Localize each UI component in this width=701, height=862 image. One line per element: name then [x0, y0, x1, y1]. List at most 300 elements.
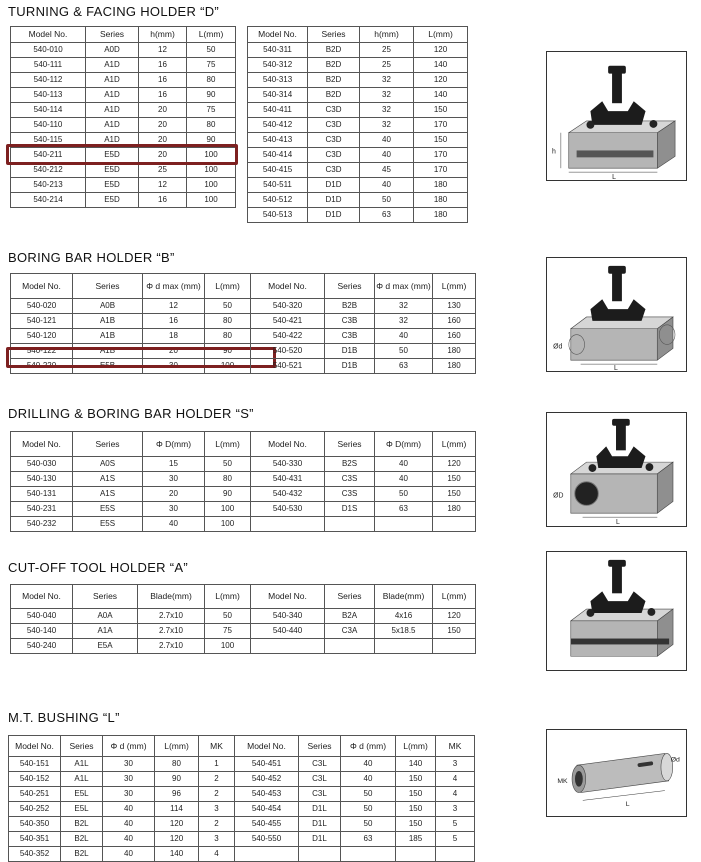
boring-table-right [250, 273, 476, 374]
table-cell: B2D [308, 88, 360, 103]
table-cell: 5x18.5 [375, 624, 433, 639]
table-cell: 3 [436, 802, 475, 817]
table-cell: 32 [360, 88, 414, 103]
table-cell: A1S [73, 472, 143, 487]
table-cell: A0B [73, 299, 143, 314]
table-cell: 5 [436, 832, 475, 847]
table-cell: B2S [325, 457, 375, 472]
table-cell: 16 [139, 88, 187, 103]
table-row [235, 757, 475, 772]
table-cell: A1D [86, 88, 139, 103]
table-row [248, 103, 468, 118]
table-cell: 63 [341, 832, 396, 847]
table-cell: 40 [360, 178, 414, 193]
table-cell: 90 [155, 772, 199, 787]
table-cell: E5S [73, 517, 143, 532]
column-header: Model No. [251, 432, 325, 457]
table-cell: 50 [341, 802, 396, 817]
table-cell: 540-152 [9, 772, 61, 787]
table-cell: B2D [308, 73, 360, 88]
table-cell: 40 [103, 832, 155, 847]
column-header: Series [325, 274, 375, 299]
table-cell: 16 [139, 58, 187, 73]
table-cell: C3B [325, 329, 375, 344]
column-header: L(mm) [433, 585, 476, 609]
table-cell: A1D [86, 118, 139, 133]
table-cell: 180 [414, 193, 468, 208]
bushing-table-right [234, 735, 475, 862]
table-cell: 540-452 [235, 772, 299, 787]
table-row [11, 472, 251, 487]
table-cell: 170 [414, 148, 468, 163]
table-cell: B2L [61, 847, 103, 862]
table-cell: 30 [103, 772, 155, 787]
table-cell: A1S [73, 487, 143, 502]
column-header: Series [73, 432, 143, 457]
table-row [235, 787, 475, 802]
table-cell: 540-231 [11, 502, 73, 517]
column-header: L(mm) [414, 27, 468, 43]
table-cell: 120 [155, 832, 199, 847]
table-cell: 130 [433, 299, 476, 314]
table-row [11, 329, 251, 344]
table-cell: 2.7x10 [138, 639, 205, 654]
column-header: Model No. [11, 585, 73, 609]
table-row [11, 487, 251, 502]
table-cell: 540-431 [251, 472, 325, 487]
table-cell: 120 [433, 457, 476, 472]
table-cell: 63 [375, 359, 433, 374]
table-cell: 540-453 [235, 787, 299, 802]
table-cell: 540-020 [11, 299, 73, 314]
table-cell: A1L [61, 772, 103, 787]
table-cell: 25 [139, 163, 187, 178]
table-cell: 90 [187, 88, 236, 103]
table-cell: C3B [325, 314, 375, 329]
table-cell: C3A [325, 624, 375, 639]
column-header: Model No. [248, 27, 308, 43]
table-cell: C3D [308, 163, 360, 178]
table-cell: E5D [86, 163, 139, 178]
table-cell: 40 [103, 802, 155, 817]
table-cell: 63 [360, 208, 414, 223]
table-cell: D1D [308, 178, 360, 193]
table-cell: 150 [396, 817, 436, 832]
table-cell: E5L [61, 787, 103, 802]
table-cell: 75 [187, 58, 236, 73]
table-cell: C3L [299, 787, 341, 802]
cutoff-table-right [250, 584, 476, 654]
bushing-photo [546, 729, 687, 817]
table-cell: A1D [86, 133, 139, 148]
table-cell: 160 [433, 329, 476, 344]
table-cell: A1B [73, 344, 143, 359]
column-header: Model No. [11, 432, 73, 457]
table-cell: 540-312 [248, 58, 308, 73]
table-row [9, 817, 235, 832]
table-cell: 540-252 [9, 802, 61, 817]
table-cell: 2.7x10 [138, 609, 205, 624]
table-cell: C3S [325, 487, 375, 502]
table-cell: 540-110 [11, 118, 86, 133]
table-row [235, 832, 475, 847]
table-cell: 50 [375, 344, 433, 359]
table-cell: 540-413 [248, 133, 308, 148]
table-cell: B2A [325, 609, 375, 624]
table-row [235, 817, 475, 832]
table-cell: 30 [103, 757, 155, 772]
turning-dim-l: L [612, 174, 616, 180]
table-row [251, 609, 476, 624]
column-header: Model No. [11, 27, 86, 43]
table-cell: 540-311 [248, 43, 308, 58]
table-cell: 540-113 [11, 88, 86, 103]
table-row [248, 118, 468, 133]
table-row [251, 329, 476, 344]
table-cell: D1L [299, 817, 341, 832]
table-cell: D1L [299, 802, 341, 817]
table-cell [251, 639, 325, 654]
column-header: Φ D(mm) [143, 432, 205, 457]
table-cell: 540-151 [9, 757, 61, 772]
table-cell: E5A [73, 639, 138, 654]
table-cell [375, 517, 433, 532]
table-cell: E5L [61, 802, 103, 817]
table-row [235, 802, 475, 817]
table-cell: 40 [360, 133, 414, 148]
table-cell: 170 [414, 118, 468, 133]
table-cell: 540-520 [251, 344, 325, 359]
bushing-dim-mk: MK [557, 777, 568, 785]
table-cell: 40 [375, 329, 433, 344]
table-cell: 540-211 [11, 148, 86, 163]
table-row [248, 193, 468, 208]
table-row [248, 163, 468, 178]
table-cell: 50 [205, 299, 251, 314]
table-row [251, 472, 476, 487]
column-header: Series [61, 736, 103, 757]
table-row [11, 299, 251, 314]
table-cell: 540-455 [235, 817, 299, 832]
column-header: L(mm) [205, 585, 251, 609]
table-cell: 540-040 [11, 609, 73, 624]
table-cell: A1D [86, 58, 139, 73]
table-cell: D1L [299, 832, 341, 847]
table-cell: 32 [360, 73, 414, 88]
table-cell: 20 [143, 344, 205, 359]
table-cell: 540-121 [11, 314, 73, 329]
table-cell: 150 [396, 787, 436, 802]
table-cell: 540-120 [11, 329, 73, 344]
table-cell: 540-411 [248, 103, 308, 118]
turning-table-right [247, 26, 468, 223]
table-cell [299, 847, 341, 862]
table-cell: 15 [143, 457, 205, 472]
boring-holder-photo [546, 257, 687, 372]
table-cell: 2 [199, 817, 235, 832]
table-cell: B2B [325, 299, 375, 314]
highlight-540-211 [6, 144, 238, 165]
table-cell: 540-440 [251, 624, 325, 639]
table-row [248, 73, 468, 88]
table-cell: 50 [341, 817, 396, 832]
column-header: Φ D(mm) [375, 432, 433, 457]
table-cell: A1D [86, 103, 139, 118]
table-cell: 3 [436, 757, 475, 772]
table-cell: 140 [414, 58, 468, 73]
table-cell: B2L [61, 832, 103, 847]
table-cell: C3L [299, 757, 341, 772]
table-cell: 114 [155, 802, 199, 817]
table-cell: 180 [433, 502, 476, 517]
table-cell: 100 [187, 163, 236, 178]
table-cell: E5S [73, 502, 143, 517]
table-cell: 540-454 [235, 802, 299, 817]
table-row [11, 178, 236, 193]
drilling-dim-l: L [616, 519, 620, 526]
table-cell: 540-530 [251, 502, 325, 517]
column-header: Series [73, 274, 143, 299]
table-cell: 150 [396, 772, 436, 787]
column-header: Series [325, 432, 375, 457]
table-cell: D1B [325, 359, 375, 374]
table-cell: 20 [139, 133, 187, 148]
table-cell: E5D [86, 178, 139, 193]
table-cell: 30 [143, 472, 205, 487]
table-row [235, 847, 475, 862]
table-cell: A1B [73, 329, 143, 344]
table-cell: 20 [143, 487, 205, 502]
column-header: L(mm) [205, 432, 251, 457]
column-header: Series [86, 27, 139, 43]
table-row [9, 802, 235, 817]
table-cell: 150 [396, 802, 436, 817]
bushing-dim-l: L [625, 801, 630, 809]
table-cell: 12 [139, 43, 187, 58]
table-cell: 20 [139, 103, 187, 118]
table-cell [396, 847, 436, 862]
table-cell: 32 [375, 314, 433, 329]
table-row [9, 847, 235, 862]
table-cell: 100 [205, 359, 251, 374]
column-header: Φ d max (mm) [375, 274, 433, 299]
table-row [11, 118, 236, 133]
table-cell: 80 [205, 329, 251, 344]
table-row [11, 58, 236, 73]
table-cell: 75 [187, 103, 236, 118]
table-cell: 50 [205, 457, 251, 472]
table-cell: 540-513 [248, 208, 308, 223]
table-cell: 120 [414, 73, 468, 88]
table-cell: 540-232 [11, 517, 73, 532]
table-cell: 32 [375, 299, 433, 314]
table-row [9, 757, 235, 772]
column-header: L(mm) [155, 736, 199, 757]
table-row [11, 502, 251, 517]
table-row [235, 772, 475, 787]
table-cell: 540-415 [248, 163, 308, 178]
table-cell: 180 [414, 208, 468, 223]
table-row [251, 639, 476, 654]
highlight-540-220 [6, 347, 276, 368]
table-cell: 50 [375, 487, 433, 502]
table-cell: 540-511 [248, 178, 308, 193]
column-header: Model No. [9, 736, 61, 757]
cutoff-holder-photo [546, 551, 687, 671]
drilling-table-left [10, 431, 251, 532]
table-cell: 100 [187, 178, 236, 193]
table-cell: 540-421 [251, 314, 325, 329]
column-header: Blade(mm) [375, 585, 433, 609]
table-cell: C3L [299, 772, 341, 787]
table-row [248, 88, 468, 103]
table-cell: 50 [360, 193, 414, 208]
table-row [11, 193, 236, 208]
table-cell [235, 847, 299, 862]
table-cell: 16 [139, 73, 187, 88]
table-cell: 3 [199, 832, 235, 847]
column-header: Series [73, 585, 138, 609]
table-cell: 140 [396, 757, 436, 772]
table-row [248, 178, 468, 193]
table-cell: A1B [73, 314, 143, 329]
table-cell: 100 [187, 148, 236, 163]
table-cell [433, 639, 476, 654]
table-row [11, 314, 251, 329]
table-cell: 4 [199, 847, 235, 862]
column-header: Φ d (mm) [341, 736, 396, 757]
table-cell: 540-330 [251, 457, 325, 472]
table-cell: 90 [187, 133, 236, 148]
table-row [248, 208, 468, 223]
table-cell: 170 [414, 163, 468, 178]
cutoff-holder-title: CUT-OFF TOOL HOLDER “A” [8, 560, 189, 575]
table-cell: 30 [143, 502, 205, 517]
table-cell: C3D [308, 133, 360, 148]
table-cell: 540-313 [248, 73, 308, 88]
table-cell: 80 [155, 757, 199, 772]
table-row [9, 787, 235, 802]
column-header: h(mm) [139, 27, 187, 43]
column-header: L(mm) [187, 27, 236, 43]
table-cell: 120 [414, 43, 468, 58]
boring-holder-title: BORING BAR HOLDER “B” [8, 250, 175, 265]
table-row [248, 58, 468, 73]
turning-dim-h: h [552, 148, 556, 156]
table-cell: 540-114 [11, 103, 86, 118]
table-cell: A0D [86, 43, 139, 58]
column-header: Model No. [11, 274, 73, 299]
table-cell: 18 [143, 329, 205, 344]
table-cell: 540-251 [9, 787, 61, 802]
table-cell: C3D [308, 148, 360, 163]
table-row [11, 609, 251, 624]
column-header: Model No. [251, 585, 325, 609]
table-cell: 40 [375, 457, 433, 472]
table-row [11, 43, 236, 58]
table-cell: 150 [433, 472, 476, 487]
table-cell: 540-414 [248, 148, 308, 163]
table-cell: 40 [143, 517, 205, 532]
table-cell: 540-030 [11, 457, 73, 472]
table-cell: 540-432 [251, 487, 325, 502]
column-header: L(mm) [396, 736, 436, 757]
table-cell [375, 639, 433, 654]
table-cell: 40 [360, 148, 414, 163]
table-cell: 90 [205, 344, 251, 359]
table-cell: 30 [103, 787, 155, 802]
table-cell: 540-112 [11, 73, 86, 88]
table-cell [251, 517, 325, 532]
table-cell: C3D [308, 118, 360, 133]
table-cell: 25 [360, 43, 414, 58]
table-cell: 80 [187, 118, 236, 133]
column-header: Φ d (mm) [103, 736, 155, 757]
table-cell: 90 [205, 487, 251, 502]
table-cell: 40 [103, 817, 155, 832]
table-cell: 3 [199, 802, 235, 817]
table-cell: D1S [325, 502, 375, 517]
table-row [248, 43, 468, 58]
table-cell: C3S [325, 472, 375, 487]
table-cell: 540-314 [248, 88, 308, 103]
table-cell: 100 [187, 193, 236, 208]
table-cell: 40 [341, 772, 396, 787]
table-row [9, 832, 235, 847]
table-cell: 80 [205, 314, 251, 329]
table-cell: 2 [199, 787, 235, 802]
table-row [11, 639, 251, 654]
table-cell: 12 [143, 299, 205, 314]
table-cell: 12 [139, 178, 187, 193]
table-cell: C3D [308, 103, 360, 118]
table-cell: A0S [73, 457, 143, 472]
table-cell: E5B [73, 359, 143, 374]
table-row [251, 314, 476, 329]
table-cell [325, 639, 375, 654]
table-cell: 100 [205, 639, 251, 654]
table-cell: 40 [341, 757, 396, 772]
table-cell: 4 [436, 772, 475, 787]
drilling-table-right [250, 431, 476, 532]
table-cell: D1D [308, 208, 360, 223]
table-cell: D1B [325, 344, 375, 359]
table-cell: 540-340 [251, 609, 325, 624]
table-cell: 540-512 [248, 193, 308, 208]
table-cell: 96 [155, 787, 199, 802]
table-cell: D1D [308, 193, 360, 208]
table-cell: 100 [205, 502, 251, 517]
table-row [251, 502, 476, 517]
table-cell: 540-352 [9, 847, 61, 862]
table-row [251, 624, 476, 639]
table-cell: 540-422 [251, 329, 325, 344]
table-cell: 540-130 [11, 472, 73, 487]
table-cell: 180 [433, 359, 476, 374]
table-cell: 45 [360, 163, 414, 178]
column-header: Model No. [235, 736, 299, 757]
table-row [251, 487, 476, 502]
table-cell: 160 [433, 314, 476, 329]
table-cell: 180 [414, 178, 468, 193]
table-cell: 16 [139, 193, 187, 208]
table-cell: 40 [103, 847, 155, 862]
table-cell: 540-350 [9, 817, 61, 832]
table-cell: 1 [199, 757, 235, 772]
table-cell: 540-521 [251, 359, 325, 374]
table-cell: 32 [360, 103, 414, 118]
table-cell: 540-351 [9, 832, 61, 847]
